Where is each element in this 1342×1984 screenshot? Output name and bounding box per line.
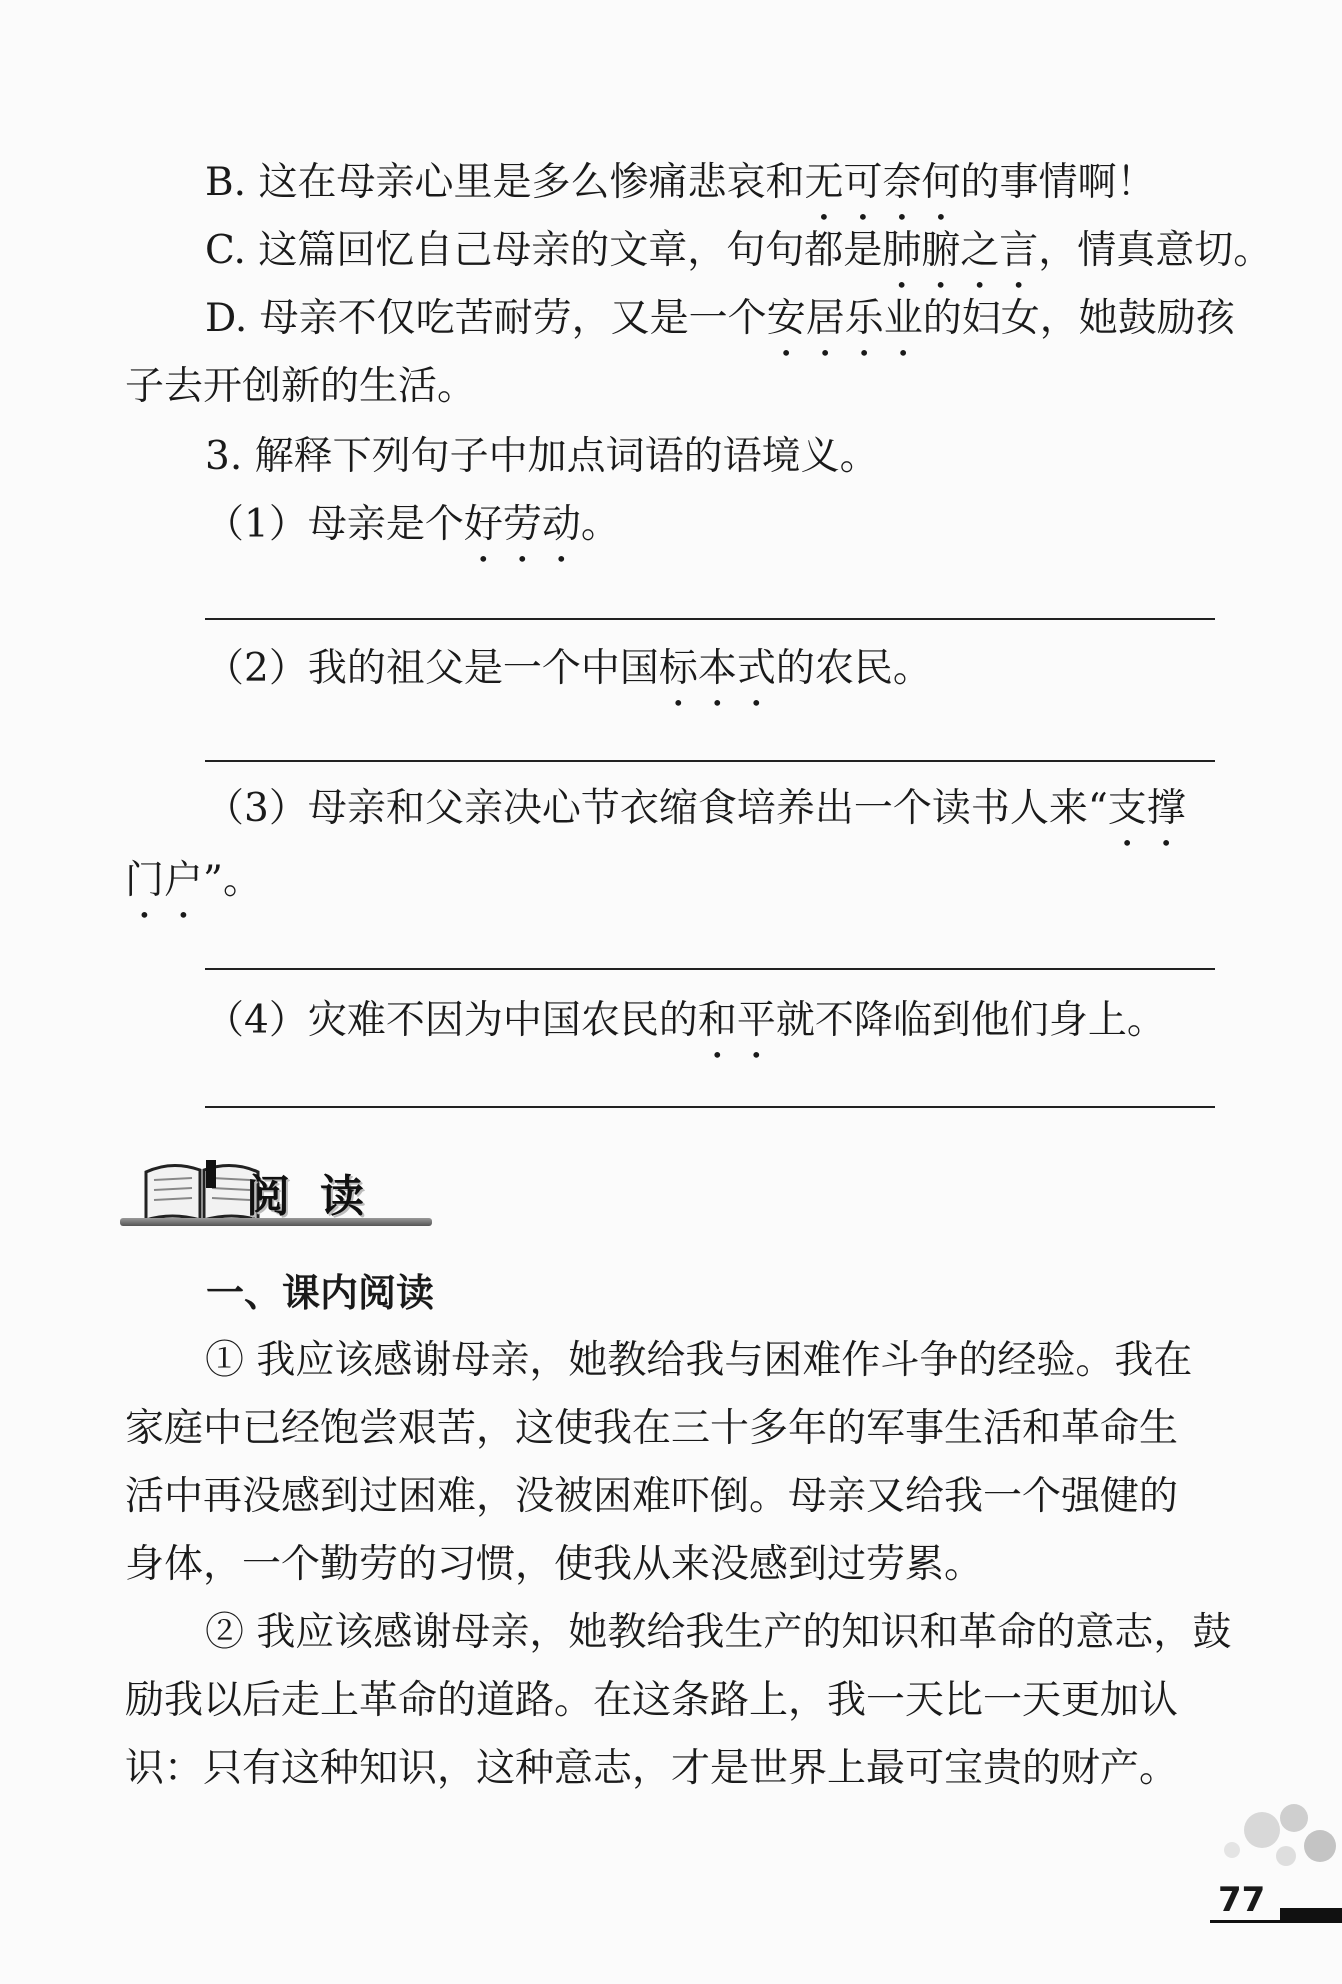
- option-b-emphasis: 无可奈何: [804, 160, 961, 205]
- q3-item-2: [205, 644, 932, 715]
- answer-line-3[interactable]: [205, 968, 1215, 970]
- q3-item-4-text: （4）灾难不因为中国农民的: [205, 998, 698, 1043]
- option-d-tail: 的妇女，她鼓励孩: [922, 296, 1235, 341]
- q3-item-4: [205, 996, 1166, 1067]
- answer-line-4[interactable]: [205, 1106, 1215, 1108]
- q3-item-3-continued: [125, 856, 262, 927]
- paragraph-1-line-4: 身体，一个勤劳的习惯，使我从来没感到过劳累。: [125, 1542, 984, 1587]
- page-number: 77: [1218, 1880, 1266, 1920]
- q3-item-3-text: （3）母亲和父亲决心节衣缩食培养出一个读书人来“: [205, 786, 1108, 831]
- paragraph-1-line-2: 家庭中已经饱尝艰苦，这使我在三十多年的军事生活和革命生: [125, 1406, 1179, 1451]
- option-b-tail: 的事情啊！: [960, 160, 1156, 205]
- option-b: [205, 158, 1156, 229]
- reading-banner: [120, 1158, 432, 1230]
- paragraph-1-line-1: ① 我应该感谢母亲，她教给我与困难作斗争的经验。我在: [205, 1338, 1193, 1383]
- option-d-emphasis: 安居乐业: [766, 296, 923, 341]
- option-c-tail: ，情真意切。: [1038, 228, 1273, 273]
- paragraph-2-line-2: 励我以后走上革命的道路。在这条路上，我一天比一天更加认: [125, 1678, 1179, 1723]
- q3-item-3-tail: ”。: [203, 858, 262, 903]
- q3-item-3-emphasis-cont: 门户: [125, 858, 204, 903]
- q3-item-4-emphasis: 和平: [697, 998, 776, 1043]
- option-d-continued: 子去开创新的生活。: [125, 364, 477, 409]
- q3-item-1-emphasis: 好劳动: [463, 502, 581, 547]
- question-3-title: 3. 解释下列句子中加点词语的语境义。: [205, 434, 879, 479]
- q3-item-2-emphasis: 标本式: [658, 646, 776, 691]
- q3-item-4-tail: 就不降临到他们身上。: [775, 998, 1166, 1043]
- answer-line-1[interactable]: [205, 618, 1215, 620]
- open-book-icon: [142, 1158, 262, 1224]
- decorative-flower-icon: [1202, 1790, 1342, 1880]
- q3-item-1-text: （1）母亲是个: [205, 502, 464, 547]
- q3-item-1: [205, 500, 620, 571]
- page-number-block: [1280, 1908, 1342, 1922]
- section-title: 一、课内阅读: [206, 1271, 435, 1315]
- banner-title: 阅读: [246, 1171, 394, 1222]
- q3-item-2-tail: 的农民。: [775, 646, 932, 691]
- paragraph-2-line-3: 识：只有这种知识，这种意志，才是世界上最可宝贵的财产。: [125, 1746, 1179, 1791]
- paragraph-1-line-3: 活中再没感到过困难，没被困难吓倒。母亲又给我一个强健的: [125, 1474, 1179, 1519]
- option-c-emphasis: 肺腑之言: [882, 228, 1039, 273]
- q3-item-2-text: （2）我的祖父是一个中国: [205, 646, 659, 691]
- option-d-text: D. 母亲不仅吃苦耐劳，又是一个: [205, 296, 767, 341]
- paragraph-2-line-1: ② 我应该感谢母亲，她教给我生产的知识和革命的意志，鼓: [205, 1610, 1232, 1655]
- option-c-text: C. 这篇回忆自己母亲的文章，句句都是: [205, 228, 883, 273]
- q3-item-3: [205, 784, 1186, 855]
- q3-item-3-emphasis: 支撑: [1107, 786, 1186, 831]
- option-b-text: B. 这在母亲心里是多么惨痛悲哀和: [205, 160, 805, 205]
- option-c: [205, 226, 1272, 297]
- q3-item-1-tail: 。: [580, 502, 620, 547]
- answer-line-2[interactable]: [205, 760, 1215, 762]
- option-d: [205, 294, 1235, 365]
